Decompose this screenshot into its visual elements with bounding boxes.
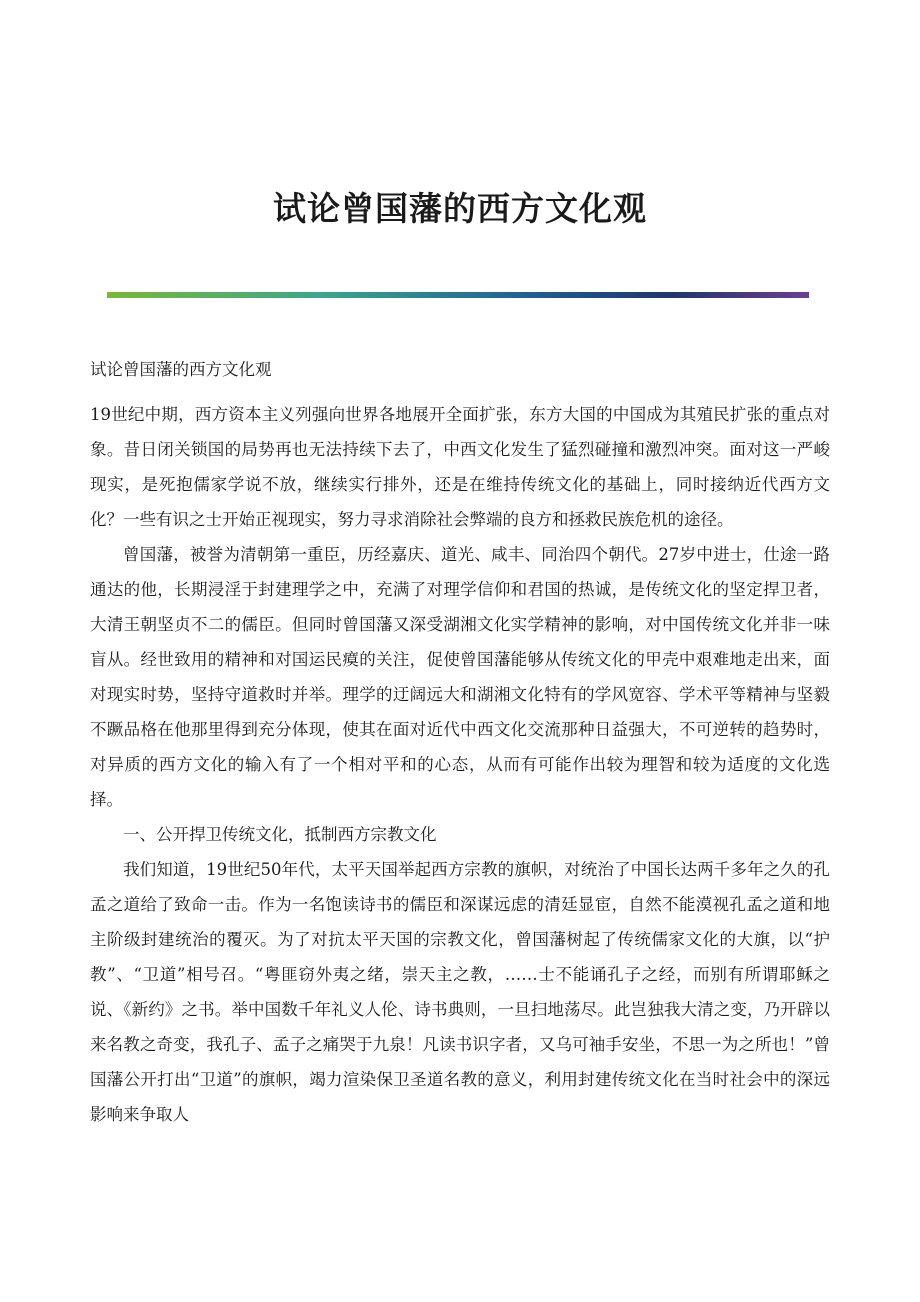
document-title: 试论曾国藩的西方文化观: [273, 189, 647, 228]
paragraph-section-one: 我们知道，19世纪50年代，太平天国举起西方宗教的旗帜，对统治了中国长达两千多年之久的孔孟之道给了致命一击。作为一名饱读诗书的儒臣和深谋远虑的清廷显宦，自然不能漠视孔孟之道和地主阶级封建统治的覆灭。为了对抗太平天国的宗教文化，曾国藩树起了传统儒家文化的大旗，以“护教”、“卫道”相号召。“粤匪窃外夷之绪，崇天主之教，……士不能诵孔子之经，而别有所谓耶稣之说、《新约》之书。举中国数千年礼义人伦、诗书典则，一旦扫地荡尽。此岂独我大清之变，乃开辟以来名教之奇变，我孔子、孟子之痛哭于九泉！凡读书识字者，又乌可袖手安坐，不思一为之所也！”曾国藩公开打出“卫道”的旗帜，竭力渲染保卫圣道名教的意义，利用封建传统文化在当时社会中的深远影响来争取人: [90, 860, 830, 1124]
section-heading: 一、公开捍卫传统文化，抵制西方宗教文化: [123, 825, 437, 844]
document-body: [90, 352, 830, 1132]
paragraph-biography: 曾国藩，被誉为清朝第一重臣，历经嘉庆、道光、咸丰、同治四个朝代。27岁中进士，仕途一路通达的他，长期浸淫于封建理学之中，充满了对理学信仰和君国的热诚，是传统文化的坚定捍卫者，大清王朝坚贞不二的儒臣。但同时曾国藩又深受湖湘文化实学精神的影响，对中国传统文化并非一味盲从。经世致用的精神和对国运民瘼的关注，促使曾国藩能够从传统文化的甲壳中艰难地走出来，面对现实时势，坚持守道救时并举。理学的迂阔远大和湖湘文化特有的学风宽容、学术平等精神与坚毅不蹶品格在他那里得到充分体现，使其在面对近代中西文化交流那种日益强大，不可逆转的趋势时，对异质的西方文化的输入有了一个相对平和的心态，从而有可能作出较为理智和较为适度的文化选择。: [90, 545, 830, 809]
paragraph-intro: 19世纪中期，西方资本主义列强向世界各地展开全面扩张，东方大国的中国成为其殖民扩张的重点对象。昔日闭关锁国的局势再也无法持续下去了，中西文化发生了猛烈碰撞和激烈冲突。面对这一严峻现实，是死抱儒家学说不放，继续实行排外，还是在维持传统文化的基础上，同时接纳近代西方文化？一些有识之士开始正视现实，努力寻求消除社会弊端的良方和拯救民族危机的途径。: [90, 405, 830, 529]
document-subtitle: 试论曾国藩的西方文化观: [90, 360, 272, 379]
title-divider: [107, 292, 809, 298]
